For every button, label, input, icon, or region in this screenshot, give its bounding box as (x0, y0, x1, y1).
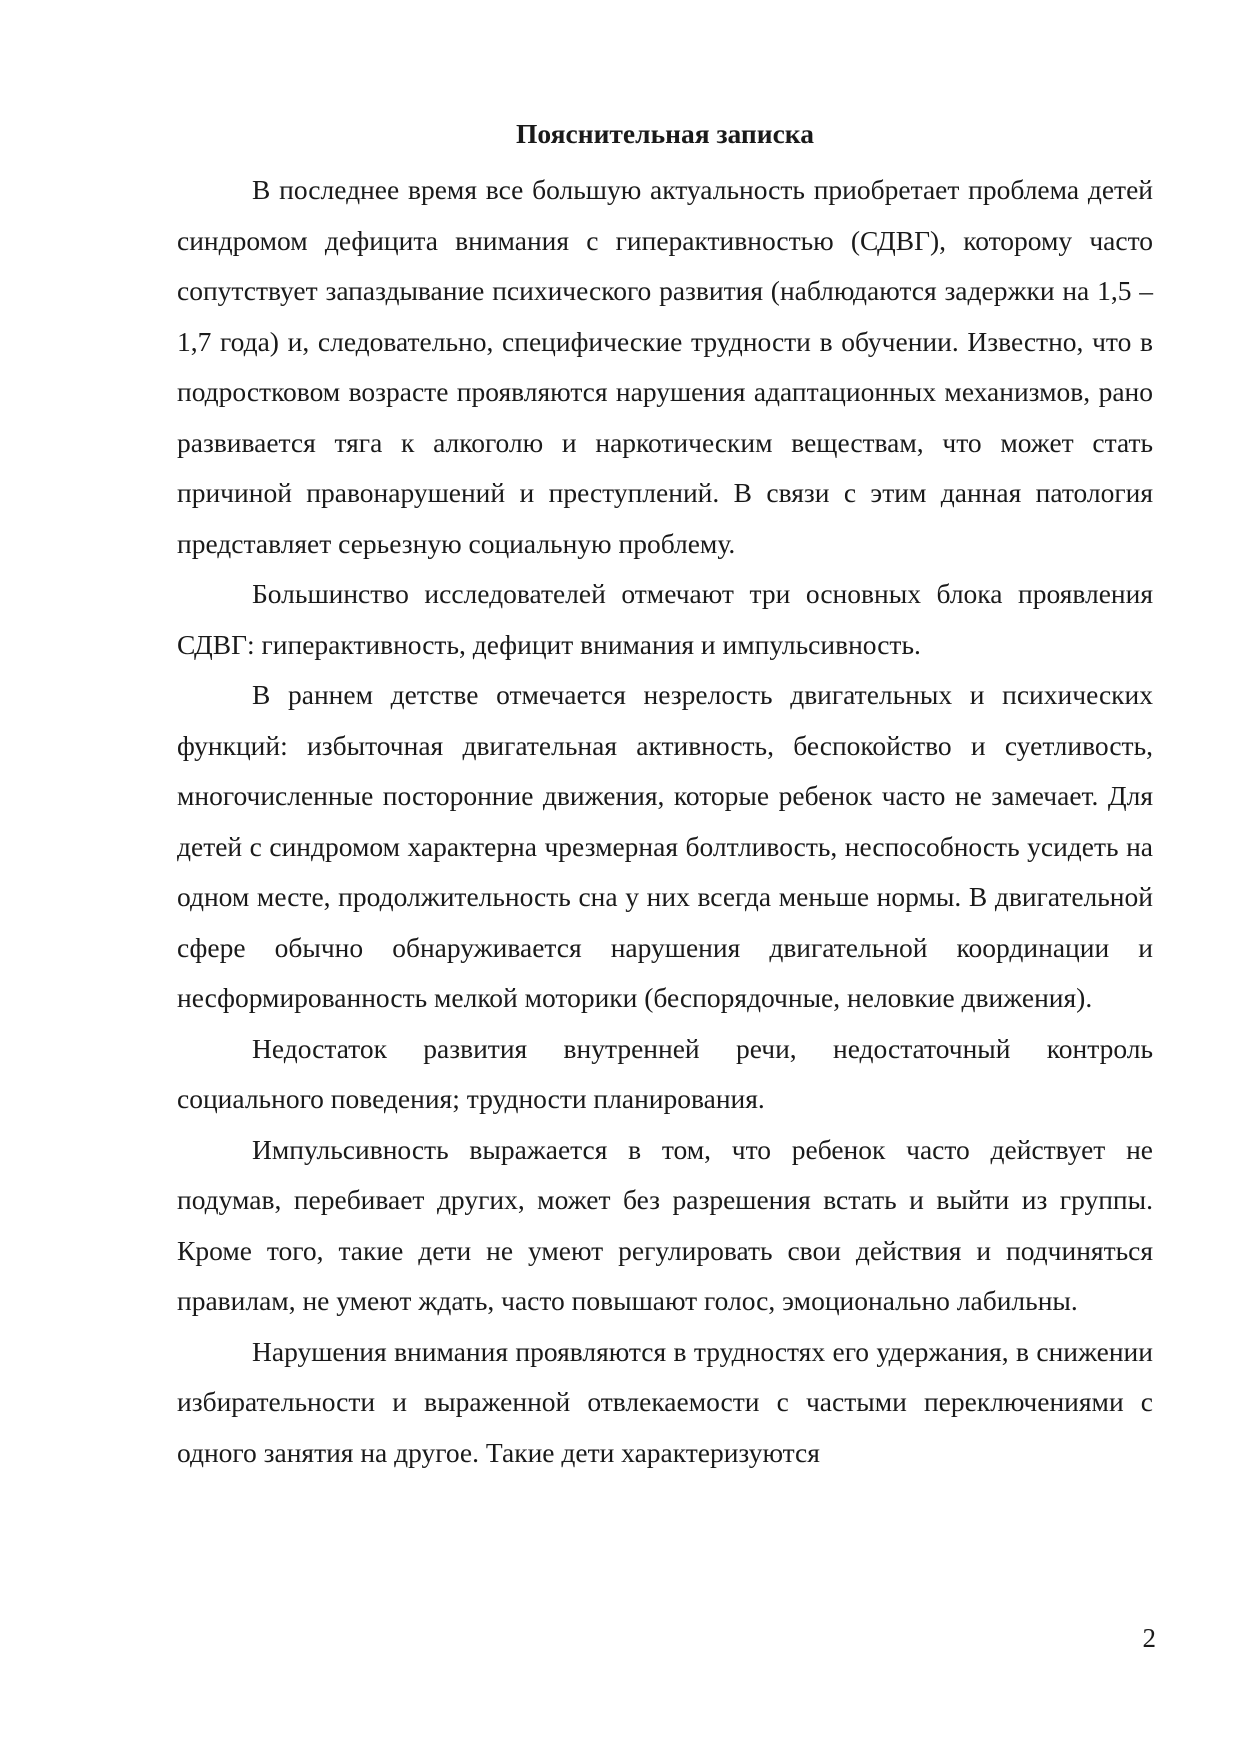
page-number: 2 (1142, 1623, 1156, 1653)
body-text (177, 165, 1153, 1478)
paragraph-inner-speech: Недостаток развития внутренней речи, недостаточный контроль социального поведения; трудности планирования. (177, 1032, 1153, 1114)
paragraph-attention: Нарушения внимания проявляются в трудностях его удержания, в снижении избирательности и выраженной отвлекаемости с частыми переключениями с одного занятия на другое. Такие дети характеризуются (177, 1335, 1153, 1468)
paragraph-early-childhood: В раннем детстве отмечается незрелость двигательных и психических функций: избыточная двигательная активность, беспокойство и суетливость, многочисленные посторонние движения, которые ребенок часто не замечает. Для детей с синдромом характерна чрезмерная болтливость, неспособность усидеть на одном месте, продолжительность сна у них всегда меньше нормы. В двигательной сфере обычно обнаруживается нарушения двигательной координации и несформированность мелкой моторики (беспорядочные, неловкие движения). (177, 679, 1153, 1013)
paragraph-intro: В последнее время все большую актуальность приобретает проблема детей синдромом дефицита внимания с гиперактивностью (СДВГ), которому часто сопутствует запаздывание психического развития (наблюдаются задержки на 1,5 – 1,7 года) и, следовательно, специфические трудности в обучении. Известно, что в подростковом возрасте проявляются нарушения адаптационных механизмов, рано развивается тяга к алкоголю и наркотическим веществам, что может стать причиной правонарушений и преступлений. В связи с этим данная патология представляет серьезную социальную проблему. (177, 174, 1153, 559)
paragraph-adhd-blocks: Большинство исследователей отмечают три основных блока проявления СДВГ: гиперактивность, дефицит внимания и импульсивность. (177, 578, 1153, 660)
page-title: Пояснительная записка (516, 118, 814, 149)
paragraph-impulsivity: Импульсивность выражается в том, что ребенок часто действует не подумав, перебивает других, может без разрешения встать и выйти из группы. Кроме того, такие дети не умеют регулировать свои действия и подчиняться правилам, не умеют ждать, часто повышают голос, эмоционально лабильны. (177, 1133, 1153, 1316)
